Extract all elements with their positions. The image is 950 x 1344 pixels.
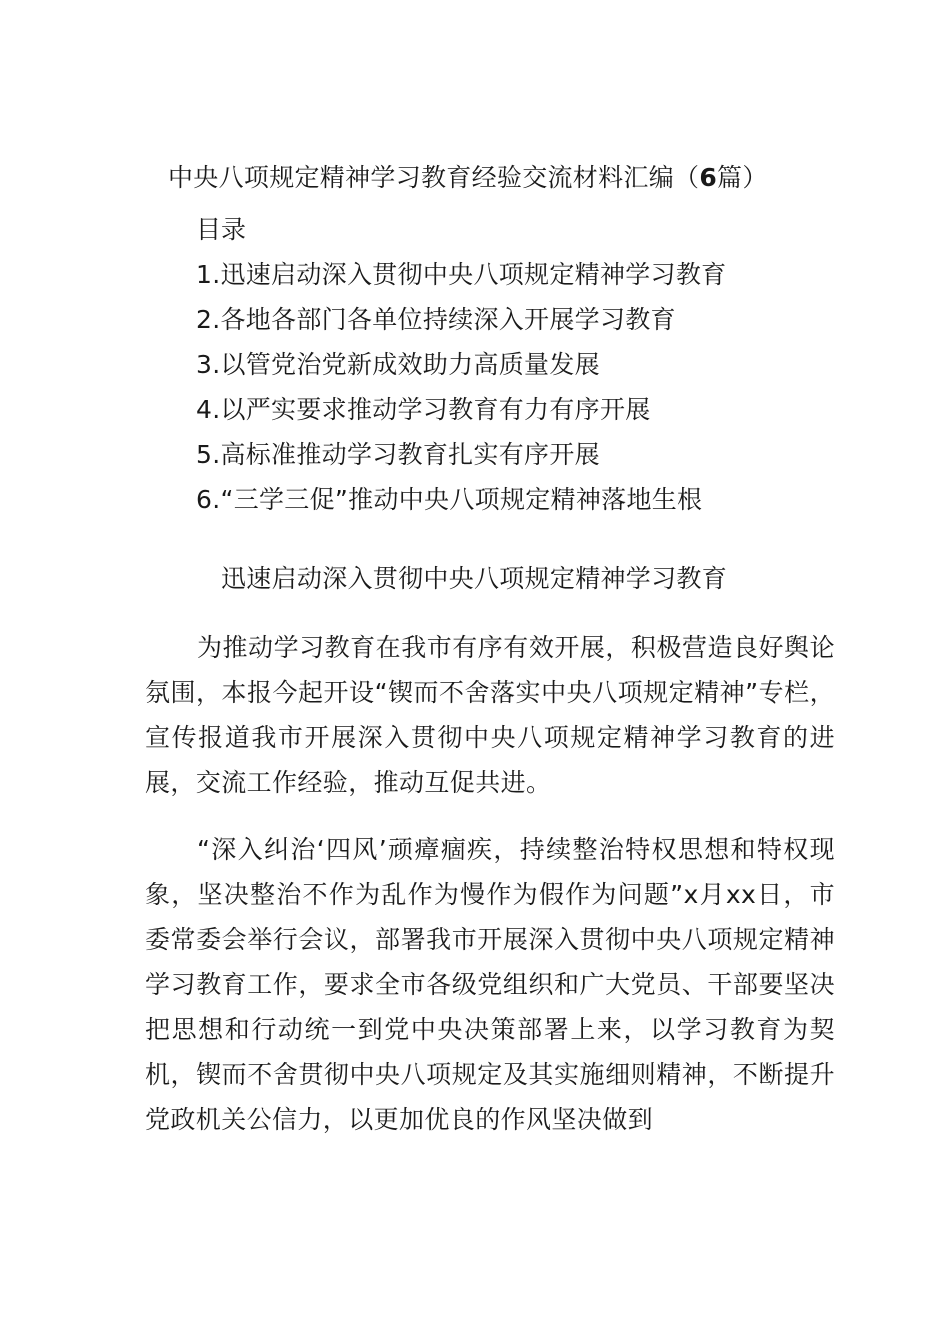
- body-paragraph-2: “深入纠治‘四风’顽瘴痼疾，持续整治特权思想和特权现象，坚决整治不作为乱作为慢作为假作为问题”x月xx日，市委常委会举行会议，部署我市开展深入贯彻中央八项规定精神学习教育工作，要求全市各级党组织和广大党员、干部要坚决把思想和行动统一到党中央决策部署上来，以学习教育为契机，锲而不舍贯彻中央八项规定及其实施细则精神，不断提升党政机关公信力，以更加优良的作风坚决做到: [145, 835, 835, 1134]
- document-title-count: 6: [699, 163, 718, 192]
- table-of-contents: [196, 252, 726, 522]
- document-title-suffix: 篇）: [717, 163, 768, 192]
- toc-item-6: 6.“三学三促”推动中央八项规定精神落地生根: [196, 485, 703, 514]
- toc-item-4: 4.以严实要求推动学习教育有力有序开展: [196, 395, 651, 424]
- section-title: 迅速启动深入贯彻中央八项规定精神学习教育: [221, 564, 728, 593]
- toc-item-2: 2.各地各部门各单位持续深入开展学习教育: [196, 305, 676, 334]
- toc-item-5: 5.高标准推动学习教育扎实有序开展: [196, 440, 600, 469]
- body-paragraph-1: 为推动学习教育在我市有序有效开展，积极营造良好舆论氛围，本报今起开设“锲而不舍落实中央八项规定精神”专栏，宣传报道我市开展深入贯彻中央八项规定精神学习教育的进展，交流工作经验，推动互促共进。: [145, 633, 835, 797]
- document-title: [168, 158, 768, 198]
- toc-heading: 目录: [196, 215, 247, 244]
- toc-item-1: 1.迅速启动深入贯彻中央八项规定精神学习教育: [196, 260, 727, 289]
- document-title-text: 中央八项规定精神学习教育经验交流材料汇编（: [168, 163, 700, 192]
- toc-item-3: 3.以管党治党新成效助力高质量发展: [196, 350, 600, 379]
